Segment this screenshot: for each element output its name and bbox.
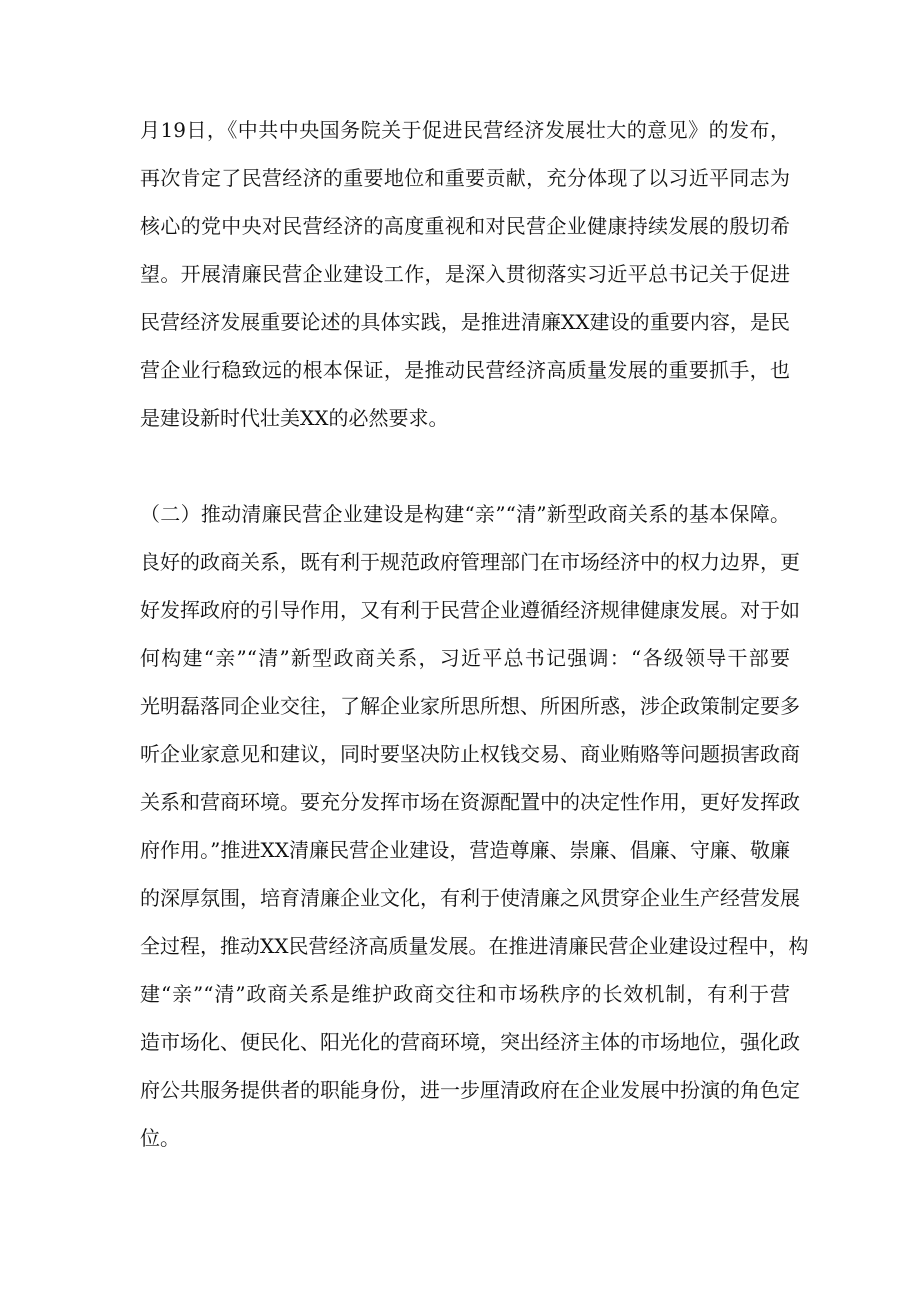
text-line: 望。开展清廉民营企业建设工作，是深入贯彻落实习近平总书记关于促进 [140, 262, 790, 286]
text-line: 全过程，推动XX民营经济高质量发展。在推进清廉民营企业建设过程中，构 [140, 934, 809, 958]
section-heading-line: （二）推动清廉民营企业建设是构建“亲”“清”新型政商关系的基本保障。 [140, 502, 790, 526]
text-line: 光明磊落同企业交往，了解企业家所思所想、所困所惑，涉企政策制定要多 [140, 694, 800, 718]
text-line: 是建设新时代壮美XX的必然要求。 [140, 406, 449, 430]
text-line: 再次肯定了民营经济的重要地位和重要贡献，充分体现了以习近平同志为 [140, 166, 790, 190]
text-line: 何构建“亲”“清”新型政商关系，习近平总书记强调：“各级领导干部要 [140, 646, 790, 670]
text-line: 建“亲”“清”政商关系是维护政商交往和市场秩序的长效机制，有利于营 [140, 982, 790, 1006]
text-line: 造市场化、便民化、阳光化的营商环境，突出经济主体的市场地位，强化政 [140, 1030, 800, 1054]
text-line: 民营经济发展重要论述的具体实践，是推进清廉XX建设的重要内容，是民 [140, 310, 790, 334]
text-line: 良好的政商关系，既有利于规范政府管理部门在市场经济中的权力边界，更 [140, 550, 800, 574]
text-line: 关系和营商环境。要充分发挥市场在资源配置中的决定性作用，更好发挥政 [140, 790, 800, 814]
paragraph-1 [140, 106, 790, 442]
text-line: 听企业家意见和建议，同时要坚决防止权钱交易、商业贿赂等问题损害政商 [140, 742, 800, 766]
paragraph-2 [140, 490, 809, 1162]
text-line: 核心的党中央对民营经济的高度重视和对民营企业健康持续发展的殷切希 [140, 214, 790, 238]
text-line: 府公共服务提供者的职能身份，进一步厘清政府在企业发展中扮演的角色定 [140, 1078, 800, 1102]
text-line: 的深厚氛围，培育清廉企业文化，有利于使清廉之风贯穿企业生产经营发展 [140, 886, 800, 910]
text-line: 位。 [140, 1126, 180, 1150]
text-line: 府作用。”推进XX清廉民营企业建设，营造尊廉、崇廉、倡廉、守廉、敬廉 [140, 838, 790, 862]
text-line: 营企业行稳致远的根本保证，是推动民营经济高质量发展的重要抓手，也 [140, 358, 790, 382]
text-line: 好发挥政府的引导作用，又有利于民营企业遵循经济规律健康发展。对于如 [140, 598, 800, 622]
text-line: 月19日，《中共中央国务院关于促进民营经济发展壮大的意见》的发布， [140, 118, 790, 142]
